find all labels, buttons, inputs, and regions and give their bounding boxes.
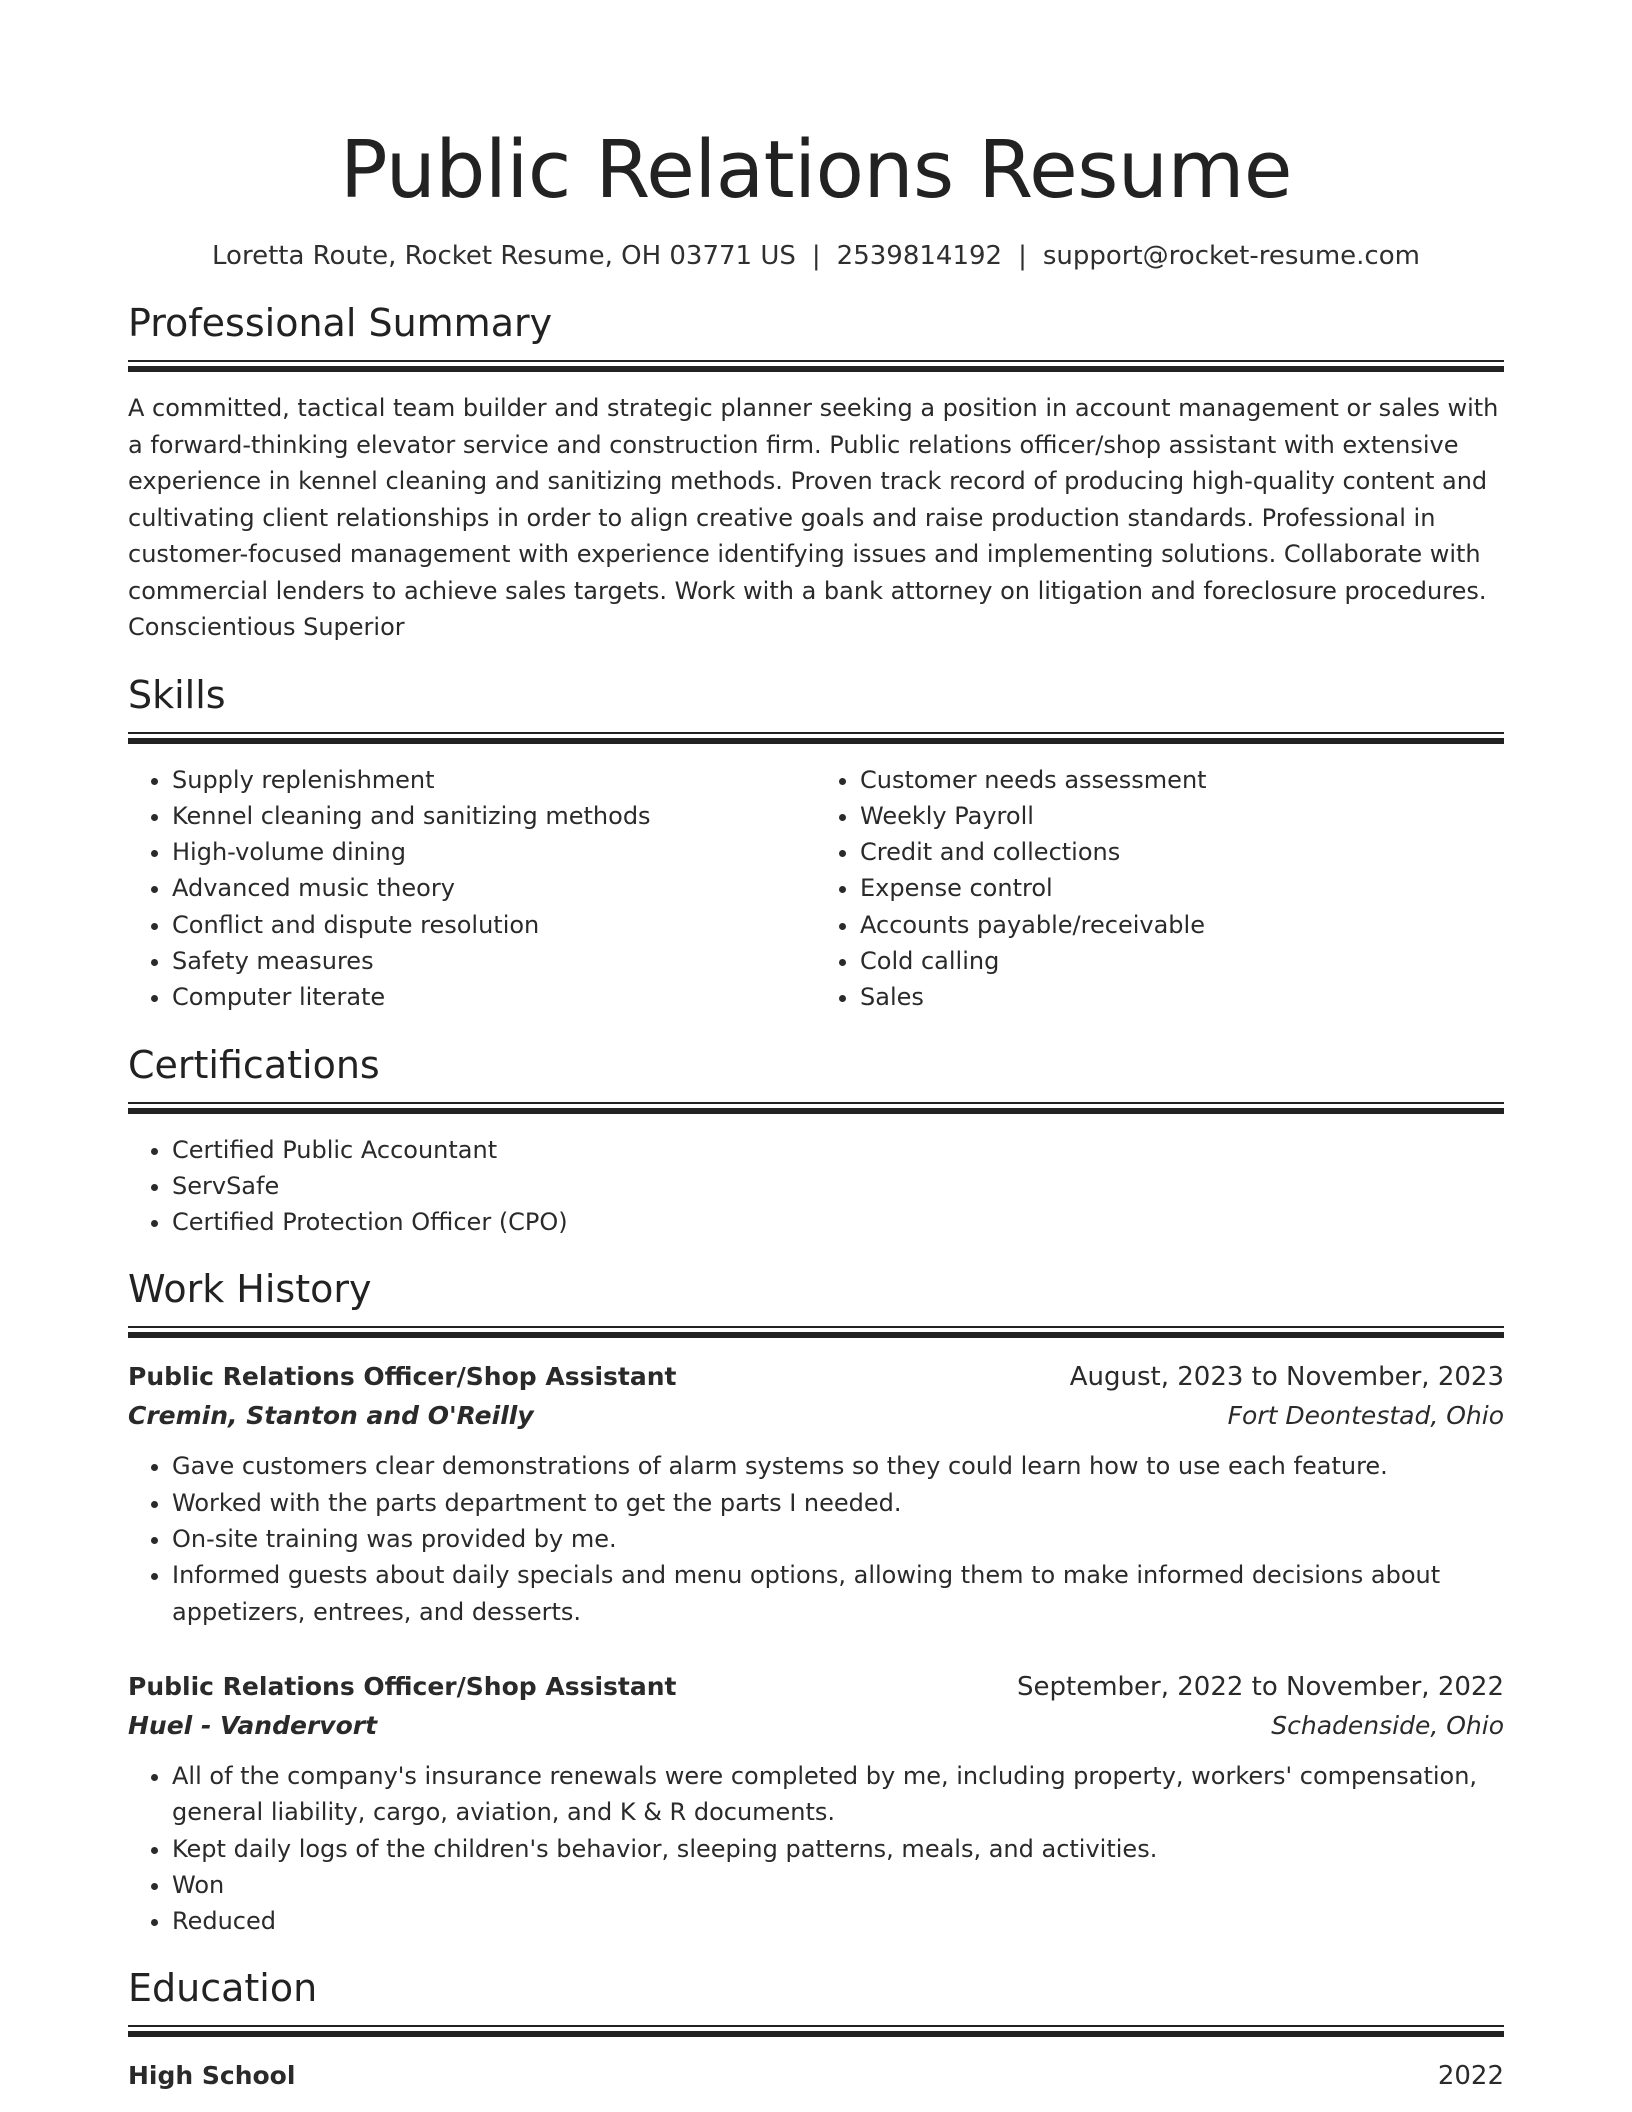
contact-line (128, 238, 1504, 274)
job-company-row (128, 1706, 1504, 1746)
skill-item: • Credit and collections (860, 834, 1504, 870)
job-duty-item: • Informed guests about daily specials and menu options, allowing them to make informed decisions about appetizers, entrees, and desserts. (172, 1557, 1504, 1630)
skill-item: • High-volume dining (172, 834, 816, 870)
skill-item: • Expense control (860, 870, 1504, 906)
certifications-list (128, 1132, 1504, 1241)
job-duty-item: • Reduced (172, 1903, 1504, 1939)
certification-item: • Certified Protection Officer (CPO) (172, 1204, 1504, 1240)
job-company: Cremin, Stanton and O'Reilly (128, 1401, 534, 1431)
summary-heading: Professional Summary (128, 301, 553, 345)
contact-separator: | (811, 241, 821, 271)
summary-section (128, 298, 1504, 646)
skill-item: • Cold calling (860, 943, 1504, 979)
job-title-row (128, 1668, 1504, 1706)
job-duty-item: • All of the company's insurance renewals were completed by me, including property, workers' compensation, general liability, cargo, aviation, and K & R documents. (172, 1758, 1504, 1831)
job-dates: August, 2023 to November, 2023 (1069, 1362, 1504, 1393)
skill-item: • Advanced music theory (172, 870, 816, 906)
skills-grid (128, 762, 1504, 1016)
section-divider (128, 732, 1504, 744)
education-heading: Education (128, 1966, 318, 2011)
job-dates: September, 2022 to November, 2022 (1017, 1671, 1504, 1702)
education-degree: High School (128, 2061, 296, 2091)
certifications-section (128, 1040, 1504, 1241)
contact-phone: 2539814192 (836, 241, 1003, 271)
job-title-row (128, 1358, 1504, 1396)
job-location: Schadenside, Ohio (1271, 1710, 1504, 1740)
skill-item: • Customer needs assessment (860, 762, 1504, 798)
skill-item: • Supply replenishment (172, 762, 816, 798)
job-duty-item: • Kept daily logs of the children's behavior, sleeping patterns, meals, and activities. (172, 1831, 1504, 1867)
skill-item: • Conflict and dispute resolution (172, 907, 816, 943)
skill-item: • Safety measures (172, 943, 816, 979)
job-duty-item: • Gave customers clear demonstrations of alarm systems so they could learn how to use each feature. (172, 1448, 1504, 1484)
contact-separator: | (1018, 241, 1027, 271)
job-entry (128, 1358, 1504, 1629)
skill-item: • Sales (860, 979, 1504, 1015)
job-company-row (128, 1396, 1504, 1436)
education-section (128, 1963, 1504, 2095)
job-duties-list (128, 1758, 1504, 1939)
summary-text: A committed, tactical team builder and strategic planner seeking a position in account management or sales with a forward-thinking elevator service and construction firm. Public relations officer/shop assistant with extensive experience in kennel cleaning and sanitizing methods. Proven track record of producing high-quality content and cultivating client relationships in order to align creative goals and raise production standards. Professional in customer-focused management with experience identifying issues and implementing solutions. Collaborate with commercial lenders to achieve sales targets. Work with a bank attorney on litigation and foreclosure procedures. Conscientious Superior (128, 394, 1499, 641)
resume-title: Public Relations Resume (339, 124, 1293, 216)
certifications-heading: Certifications (128, 1042, 380, 1087)
contact-email: support@rocket-resume.com (1042, 241, 1420, 271)
job-company: Huel - Vandervort (128, 1710, 378, 1740)
skills-list-right (816, 762, 1504, 1016)
skill-item: • Weekly Payroll (860, 798, 1504, 834)
job-location: Fort Deontestad, Ohio (1227, 1401, 1504, 1431)
job-duty-item: • Won (172, 1867, 1504, 1903)
section-divider (128, 1326, 1504, 1338)
certification-item: • Certified Public Accountant (172, 1132, 1504, 1168)
job-entry (128, 1668, 1504, 1939)
job-title: Public Relations Officer/Shop Assistant (128, 1671, 677, 1701)
contact-address: Loretta Route, Rocket Resume, OH 03771 US (212, 241, 796, 271)
skills-heading: Skills (128, 672, 226, 717)
education-entry (128, 2057, 1504, 2095)
section-divider (128, 360, 1504, 372)
job-duty-item: • On-site training was provided by me. (172, 1521, 1504, 1557)
skill-item: • Kennel cleaning and sanitizing methods (172, 798, 816, 834)
skills-list-left (128, 762, 816, 1016)
work-history-section (128, 1264, 1504, 1939)
work-history-heading: Work History (128, 1267, 372, 1312)
job-duty-item: • Worked with the parts department to get the parts I needed. (172, 1485, 1504, 1521)
skill-item: • Accounts payable/receivable (860, 907, 1504, 943)
section-divider (128, 1102, 1504, 1114)
skills-section (128, 670, 1504, 1016)
certification-item: • ServSafe (172, 1168, 1504, 1204)
job-title: Public Relations Officer/Shop Assistant (128, 1362, 677, 1392)
skill-item: • Computer literate (172, 979, 816, 1015)
education-year: 2022 (1437, 2061, 1504, 2092)
section-divider (128, 2025, 1504, 2037)
job-duties-list (128, 1448, 1504, 1629)
